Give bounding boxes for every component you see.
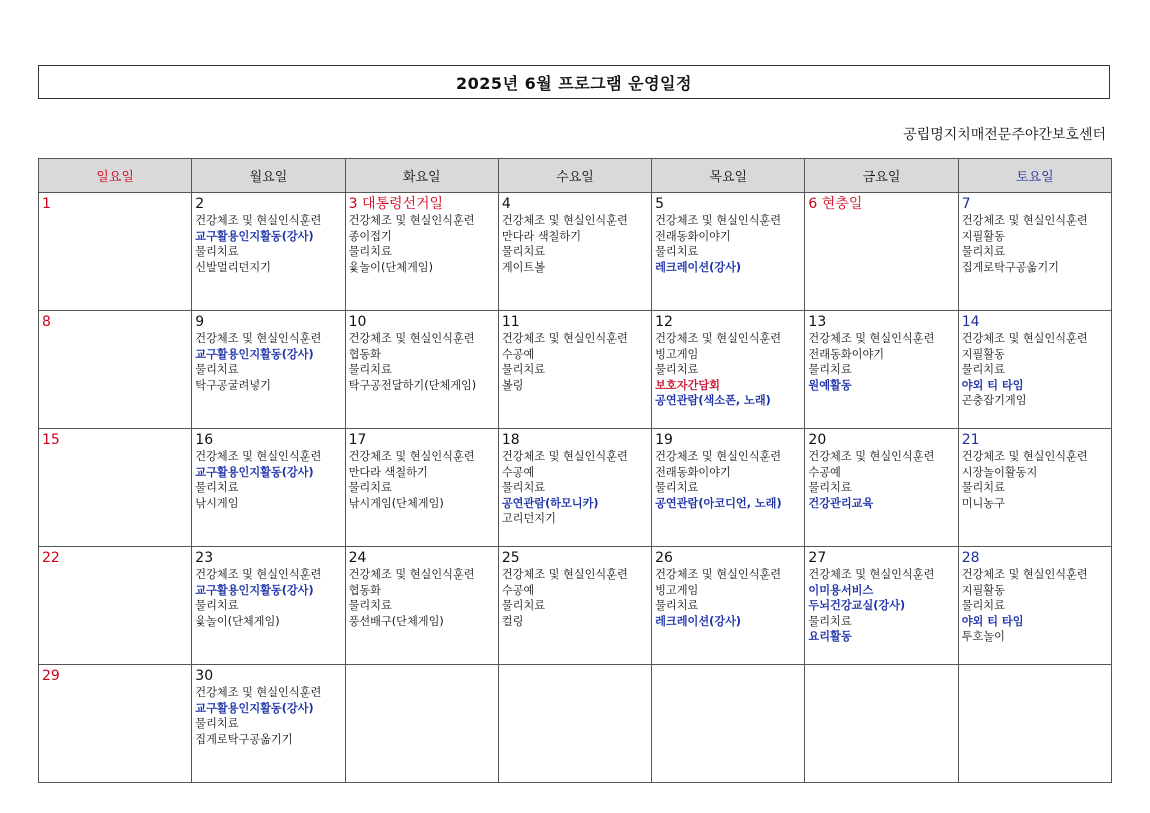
day-number-text: 3 <box>348 196 358 212</box>
day-number-text: 15 <box>42 432 60 448</box>
program-item: 물리치료 <box>348 245 392 259</box>
program-item: 건강체조 및 현실인식훈련 <box>348 214 475 227</box>
day-number <box>349 313 495 331</box>
day-number <box>502 195 648 213</box>
schedule-title-box <box>38 65 1110 99</box>
day-cell <box>498 193 651 311</box>
program-item: 이미용서비스 <box>808 583 874 597</box>
program-item: 수공예 <box>808 465 841 479</box>
program-item: 물리치료 <box>655 363 699 377</box>
program-item: 건강체조 및 현실인식훈련 <box>808 568 935 581</box>
day-number-text: 26 <box>655 550 673 566</box>
program-item: 곤충잡기게임 <box>961 394 1027 408</box>
program-item: 게이트볼 <box>501 260 546 274</box>
program-item: 윷놀이(단체게임) <box>348 260 433 274</box>
program-item: 건강체조 및 현실인식훈련 <box>655 568 782 581</box>
program-item: 수공예 <box>501 347 535 361</box>
program-item: 건강체조 및 현실인식훈련 <box>195 332 322 345</box>
day-cell <box>39 547 192 665</box>
program-item: 만다라 색칠하기 <box>501 229 582 243</box>
program-item: 레크레이션(강사) <box>655 260 742 274</box>
program-item: 건강체조 및 현실인식훈련 <box>655 214 782 227</box>
program-item: 건강체조 및 현실인식훈련 <box>655 450 782 463</box>
day-number <box>962 313 1108 331</box>
program-item: 집게로탁구공옮기기 <box>961 260 1059 274</box>
program-item: 컬링 <box>501 614 524 628</box>
day-cell <box>958 665 1111 783</box>
program-item: 협동화 <box>348 347 381 361</box>
day-number <box>42 431 188 449</box>
program-item: 투호놀이 <box>961 630 1005 644</box>
day-cell <box>192 311 345 429</box>
program-item: 수공예 <box>501 583 535 597</box>
program-item: 건강체조 및 현실인식훈련 <box>501 568 628 581</box>
day-cell <box>958 311 1111 429</box>
program-item: 교구활용인지활동(강사) <box>195 465 314 479</box>
calendar-body <box>39 193 1112 783</box>
program-item: 건강체조 및 현실인식훈련 <box>195 686 322 699</box>
day-number-text: 18 <box>501 432 520 448</box>
day-cell <box>498 429 651 547</box>
day-number <box>195 667 341 685</box>
day-cell <box>958 429 1111 547</box>
day-number-text: 30 <box>195 668 214 684</box>
day-cell <box>652 665 805 783</box>
program-item: 건강체조 및 현실인식훈련 <box>195 214 322 227</box>
day-cell <box>652 429 805 547</box>
program-item: 건강체조 및 현실인식훈련 <box>961 568 1088 581</box>
program-item: 물리치료 <box>808 481 852 495</box>
day-number-text: 29 <box>42 668 60 684</box>
day-number <box>962 431 1108 449</box>
day-number-text: 22 <box>42 550 60 566</box>
day-cell <box>498 311 651 429</box>
day-number <box>962 195 1108 213</box>
day-number-text: 10 <box>348 314 367 330</box>
program-item: 물리치료 <box>961 245 1005 259</box>
day-number <box>808 195 954 213</box>
program-item: 물리치료 <box>348 599 392 613</box>
day-number-text: 4 <box>501 196 511 212</box>
calendar-table <box>38 158 1112 783</box>
program-item: 건강체조 및 현실인식훈련 <box>348 332 475 345</box>
program-item: 전래동화이야기 <box>808 347 885 361</box>
week-row <box>39 193 1112 311</box>
day-number-text: 14 <box>961 314 980 330</box>
weekday-header-tuesday: 화요일 <box>345 159 498 193</box>
program-item: 교구활용인지활동(강사) <box>195 583 314 597</box>
program-item: 건강체조 및 현실인식훈련 <box>655 332 782 345</box>
program-item: 물리치료 <box>961 599 1005 613</box>
day-cell <box>192 547 345 665</box>
program-item: 물리치료 <box>195 363 239 377</box>
program-item: 신발멀리던지기 <box>195 260 271 274</box>
program-item: 교구활용인지활동(강사) <box>195 229 314 243</box>
day-cell <box>39 429 192 547</box>
day-number-text: 28 <box>961 550 980 566</box>
program-item: 물리치료 <box>808 614 852 628</box>
program-item: 지필활동 <box>961 229 1005 243</box>
weekday-header-friday: 금요일 <box>805 159 958 193</box>
day-cell <box>39 665 192 783</box>
weekday-header-row <box>39 159 1112 193</box>
day-cell <box>958 547 1111 665</box>
program-item: 탁구공전달하기(단체게임) <box>348 378 477 392</box>
program-item: 공연관람(하모니카) <box>501 496 599 510</box>
day-cell <box>652 547 805 665</box>
day-number <box>349 431 495 449</box>
day-cell <box>39 311 192 429</box>
program-item: 야외 티 타임 <box>961 378 1024 392</box>
program-item: 전래동화이야기 <box>655 465 731 479</box>
program-item: 물리치료 <box>961 363 1005 377</box>
day-cell <box>805 665 958 783</box>
day-cell <box>345 193 498 311</box>
program-item: 건강체조 및 현실인식훈련 <box>501 332 628 345</box>
program-item: 집게로탁구공옮기기 <box>195 732 293 746</box>
day-number-text: 25 <box>501 550 520 566</box>
day-number-text: 11 <box>501 314 520 330</box>
program-item: 탁구공굴려넣기 <box>195 378 271 392</box>
week-row <box>39 429 1112 547</box>
day-cell <box>652 311 805 429</box>
day-cell <box>345 547 498 665</box>
organization-name: 공립명지치매전문주야간보호센터 <box>903 127 1106 143</box>
day-cell <box>498 665 651 783</box>
day-cell <box>805 311 958 429</box>
program-item: 두뇌건강교실(강사) <box>808 599 906 613</box>
program-item: 원예활동 <box>808 378 852 392</box>
day-number-text: 27 <box>808 550 827 566</box>
day-number <box>808 313 954 331</box>
day-number-text: 13 <box>808 314 827 330</box>
program-item: 빙고게임 <box>655 347 699 361</box>
program-item: 건강체조 및 현실인식훈련 <box>501 214 628 227</box>
day-cell <box>805 429 958 547</box>
weekday-header-thursday: 목요일 <box>652 159 805 193</box>
program-item: 풍선배구(단체게임) <box>348 614 444 628</box>
program-item: 물리치료 <box>501 245 546 259</box>
day-number <box>655 195 801 213</box>
day-cell <box>345 665 498 783</box>
day-number-text: 6 <box>808 196 818 212</box>
weekday-header-monday: 월요일 <box>192 159 345 193</box>
program-item: 건강체조 및 현실인식훈련 <box>961 214 1088 227</box>
weekday-header-saturday: 토요일 <box>958 159 1111 193</box>
program-item: 시장놀이활동지 <box>961 465 1038 479</box>
program-item: 건강체조 및 현실인식훈련 <box>808 332 935 345</box>
program-item: 전래동화이야기 <box>655 229 731 243</box>
day-number <box>502 431 648 449</box>
program-item: 건강체조 및 현실인식훈련 <box>961 332 1088 345</box>
program-item: 야외 티 타임 <box>961 614 1024 628</box>
program-item: 볼링 <box>501 378 524 392</box>
day-number <box>195 431 341 449</box>
day-cell <box>192 429 345 547</box>
program-item: 물리치료 <box>195 245 239 259</box>
day-number <box>195 195 341 213</box>
day-number-text: 24 <box>348 550 367 566</box>
week-row <box>39 547 1112 665</box>
program-item: 교구활용인지활동(강사) <box>195 347 314 361</box>
program-item: 공연관람(색소폰, 노래) <box>655 394 771 408</box>
program-item: 낚시게임 <box>195 496 239 510</box>
program-item: 건강관리교육 <box>808 496 874 510</box>
page-title: 2025년 6월 프로그램 운영일정 <box>456 73 692 93</box>
day-number-text: 2 <box>195 196 205 212</box>
program-item: 물리치료 <box>195 599 239 613</box>
program-item: 건강체조 및 현실인식훈련 <box>501 450 628 463</box>
day-number-text: 1 <box>42 196 51 212</box>
program-item: 지필활동 <box>961 583 1005 597</box>
day-number-text: 7 <box>961 196 971 212</box>
day-number-text: 16 <box>195 432 214 448</box>
day-number <box>42 195 188 213</box>
day-number <box>195 313 341 331</box>
program-item: 만다라 색칠하기 <box>348 465 428 479</box>
program-item: 교구활용인지활동(강사) <box>195 701 314 715</box>
day-number <box>962 549 1108 567</box>
day-number <box>42 549 188 567</box>
day-number <box>808 549 954 567</box>
program-item: 미니농구 <box>961 496 1005 510</box>
day-number-text: 12 <box>655 314 673 330</box>
day-number <box>42 313 188 331</box>
program-item: 수공예 <box>501 465 535 479</box>
day-cell <box>805 193 958 311</box>
program-item: 보호자간담회 <box>655 378 720 392</box>
day-cell <box>345 311 498 429</box>
program-item: 낚시게임(단체게임) <box>348 496 444 510</box>
program-item: 건강체조 및 현실인식훈련 <box>195 450 322 463</box>
day-cell <box>39 193 192 311</box>
day-cell <box>498 547 651 665</box>
day-cell <box>805 547 958 665</box>
program-item: 물리치료 <box>655 599 699 613</box>
day-cell <box>958 193 1111 311</box>
program-item: 물리치료 <box>195 481 239 495</box>
week-row <box>39 311 1112 429</box>
program-item: 빙고게임 <box>655 583 699 597</box>
day-number <box>42 667 188 685</box>
program-item: 물리치료 <box>961 481 1005 495</box>
day-number <box>195 549 341 567</box>
program-item: 고리던지기 <box>501 512 556 526</box>
program-item: 공연관람(아코디언, 노래) <box>655 496 782 510</box>
program-item: 물리치료 <box>501 599 546 613</box>
day-number <box>655 313 801 331</box>
program-item: 건강체조 및 현실인식훈련 <box>808 450 935 463</box>
program-item: 물리치료 <box>808 363 852 377</box>
day-cell <box>192 665 345 783</box>
day-number-text: 21 <box>961 432 980 448</box>
day-number-text: 17 <box>348 432 367 448</box>
day-number <box>808 431 954 449</box>
day-number <box>502 313 648 331</box>
day-number <box>502 549 648 567</box>
program-item: 지필활동 <box>961 347 1005 361</box>
week-row <box>39 665 1112 783</box>
day-number-text: 19 <box>655 432 673 448</box>
program-item: 물리치료 <box>195 717 239 731</box>
program-item: 물리치료 <box>655 481 699 495</box>
day-number-text: 23 <box>195 550 214 566</box>
day-number <box>349 195 495 213</box>
day-cell <box>192 193 345 311</box>
holiday-label: 현충일 <box>821 196 863 212</box>
program-item: 건강체조 및 현실인식훈련 <box>348 568 475 581</box>
weekday-header-wednesday: 수요일 <box>498 159 651 193</box>
day-number-text: 20 <box>808 432 827 448</box>
program-item: 종이접기 <box>348 229 392 243</box>
day-number-text: 5 <box>655 196 665 212</box>
day-cell <box>345 429 498 547</box>
day-cell <box>652 193 805 311</box>
program-item: 건강체조 및 현실인식훈련 <box>195 568 322 581</box>
holiday-label: 대통령선거일 <box>361 196 444 212</box>
program-item: 물리치료 <box>501 481 546 495</box>
day-number <box>655 431 801 449</box>
program-item: 레크레이션(강사) <box>655 614 742 628</box>
day-number-text: 9 <box>195 314 205 330</box>
program-item: 물리치료 <box>348 481 392 495</box>
program-item: 물리치료 <box>655 245 699 259</box>
program-item: 건강체조 및 현실인식훈련 <box>961 450 1088 463</box>
day-number-text: 8 <box>42 314 51 330</box>
day-number <box>349 549 495 567</box>
program-item: 물리치료 <box>348 363 392 377</box>
program-item: 물리치료 <box>501 363 546 377</box>
day-number <box>655 549 801 567</box>
weekday-header-sunday: 일요일 <box>39 159 192 193</box>
program-item: 협동화 <box>348 583 381 597</box>
program-item: 건강체조 및 현실인식훈련 <box>348 450 475 463</box>
program-item: 요리활동 <box>808 630 852 644</box>
program-item: 윷놀이(단체게임) <box>195 614 280 628</box>
